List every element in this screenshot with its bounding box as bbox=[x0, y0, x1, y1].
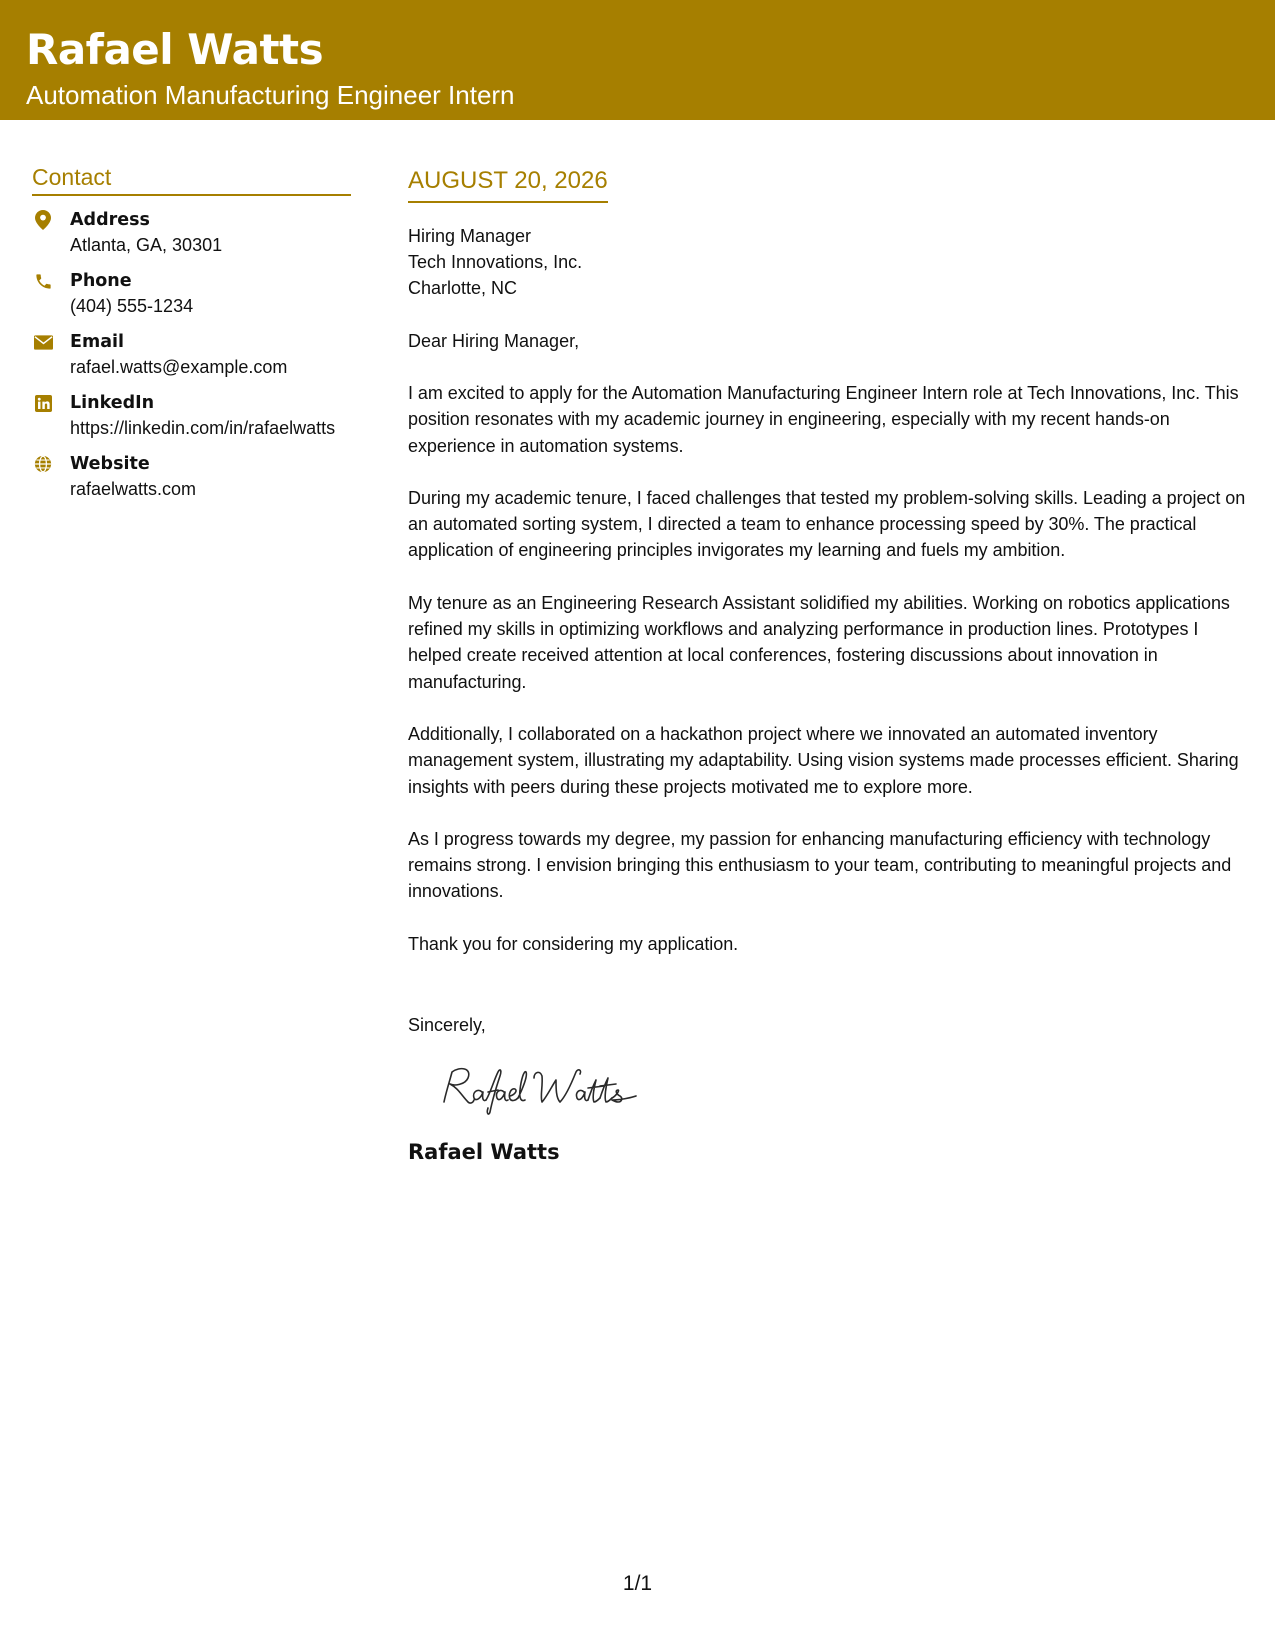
closing-thanks: Thank you for considering my application. bbox=[408, 933, 739, 954]
letter-body bbox=[408, 164, 1253, 1166]
contact-label: Email bbox=[70, 332, 124, 352]
recipient-name: Hiring Manager bbox=[408, 226, 532, 246]
applicant-name: Rafael Watts bbox=[26, 25, 324, 74]
globe-icon bbox=[32, 453, 54, 475]
recipient-company: Tech Innovations, Inc. bbox=[408, 252, 583, 272]
page-number: 1/1 bbox=[622, 1572, 653, 1595]
body-paragraph: Additionally, I collaborated on a hackathon project where we innovated an automated inventory management system, illustrating my adaptability. Using vision systems made processes efficient. Sharing insights with peers during these projects motivated me to explore more. bbox=[408, 723, 1239, 797]
body-paragraph: My tenure as an Engineering Research Assistant solidified my abilities. Working on robotics applications refined my skills in optimizing workflows and analyzing performance in production lines. Prototypes I helped create received attention at local conferences, fostering discussions about innovation in manufacturing. bbox=[408, 592, 1230, 692]
closing: Sincerely, bbox=[408, 1015, 486, 1036]
linkedin-icon bbox=[32, 392, 54, 414]
contact-heading: Contact bbox=[32, 162, 351, 196]
contact-website bbox=[32, 452, 351, 502]
contact-label: Address bbox=[70, 210, 150, 230]
salutation: Dear Hiring Manager, bbox=[408, 331, 580, 351]
address-value: Atlanta, GA, 30301 bbox=[70, 235, 223, 255]
phone-icon bbox=[32, 270, 54, 292]
contact-phone bbox=[32, 269, 351, 319]
email-value[interactable]: rafael.watts@example.com bbox=[70, 357, 288, 377]
contact-label: LinkedIn bbox=[70, 393, 155, 413]
recipient-block bbox=[408, 223, 1253, 301]
signer-name: Rafael Watts bbox=[408, 1140, 560, 1165]
linkedin-value[interactable]: https://linkedin.com/in/rafaelwatts bbox=[70, 418, 336, 438]
contact-sidebar bbox=[32, 162, 351, 513]
handwritten-signature bbox=[430, 1058, 660, 1118]
job-title: Automation Manufacturing Engineer Intern bbox=[26, 80, 515, 110]
body-paragraph: As I progress towards my degree, my passion for enhancing manufacturing efficiency with technology remains strong. I envision bringing this enthusiasm to your team, contributing to meaningful projects and innovations. bbox=[408, 828, 1232, 902]
letter-date: AUGUST 20, 2026 bbox=[408, 164, 608, 203]
contact-linkedin bbox=[32, 391, 351, 441]
contact-address bbox=[32, 208, 351, 258]
envelope-icon bbox=[32, 331, 54, 353]
recipient-location: Charlotte, NC bbox=[408, 278, 518, 298]
phone-value: (404) 555-1234 bbox=[70, 296, 194, 316]
website-value[interactable]: rafaelwatts.com bbox=[70, 479, 197, 499]
contact-label: Phone bbox=[70, 271, 132, 291]
contact-label: Website bbox=[70, 454, 150, 474]
contact-email bbox=[32, 330, 351, 380]
body-paragraph: During my academic tenure, I faced challenges that tested my problem-solving skills. Leading a project on an automated sorting system, I directed a team to enhance processing speed by 30%. The practical application of engineering principles invigorates my learning and fuels my ambition. bbox=[408, 487, 1246, 561]
body-paragraph: I am excited to apply for the Automation Manufacturing Engineer Intern role at Tech Innovations, Inc. This position resonates with my academic journey in engineering, especially with my recent hands-on experience in automation systems. bbox=[408, 383, 1239, 456]
header-band bbox=[0, 0, 1275, 120]
map-pin-icon bbox=[32, 209, 54, 231]
